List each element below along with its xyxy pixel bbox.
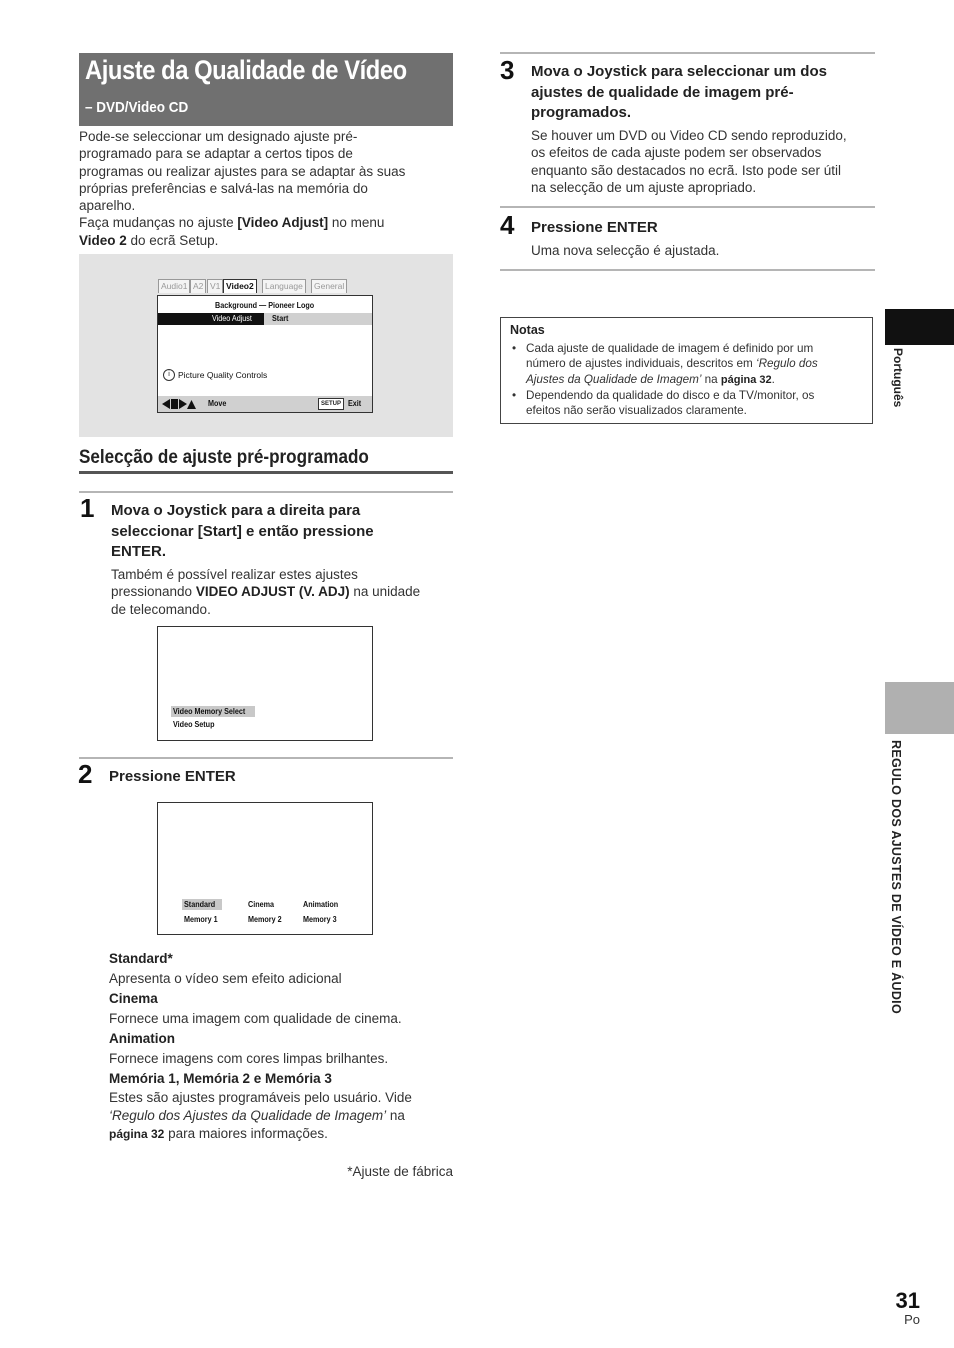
tab-audio1: Audio1	[158, 279, 190, 293]
step-number: 4	[500, 210, 515, 240]
language-tab-marker	[885, 309, 954, 345]
step1-body: Também é possível realizar estes ajustes pressionando VIDEO ADJUST (V. ADJ) na unidade de telecomando.	[111, 567, 421, 617]
step1-heading: Mova o Joystick para a direita para seleccionar [Start] e então pressione ENTER.	[111, 502, 374, 560]
preset-memory-3: Memory 3	[303, 915, 337, 924]
step2-heading: Pressione ENTER	[109, 768, 236, 785]
step-number: 1	[80, 493, 95, 523]
divider	[79, 491, 453, 493]
video-menu-screen	[157, 626, 373, 741]
notes-box	[500, 317, 873, 424]
term-standard: Standard*	[109, 951, 173, 966]
sidebar-language-label: Português	[891, 348, 905, 408]
divider	[500, 206, 875, 208]
tab-v1: V1	[207, 279, 223, 293]
intro-line: programas ou realizar ajustes para se adaptar às suas	[79, 163, 406, 179]
intro-line: Faça mudanças no ajuste [Video Adjust] no menu	[79, 215, 385, 231]
page-title: Ajuste da Qualidade de Vídeo	[85, 55, 407, 85]
intro-line: Video 2 do ecrã Setup.	[79, 232, 219, 248]
setup-screen-figure	[79, 254, 453, 437]
page-title-banner	[79, 53, 453, 126]
info-text: Picture Quality Controls	[178, 370, 268, 380]
intro-line: aparelho.	[79, 198, 136, 214]
preset-definitions	[109, 949, 459, 1143]
language-code: Po	[904, 1312, 920, 1327]
setup-tabs	[158, 279, 374, 295]
desc-animation: Fornece imagens com cores limpas brilhantes.	[109, 1051, 389, 1066]
divider	[500, 52, 875, 54]
menu-item-video-setup: Video Setup	[173, 720, 215, 729]
footer-exit-label: Exit	[348, 399, 362, 408]
chapter-tab-marker	[885, 682, 954, 734]
footer-move-label: Move	[208, 399, 227, 408]
desc-memory: Estes são ajustes programáveis pelo usuário. Vide ‘Regulo dos Ajustes da Qualidade de Imagem’ na página 32 para maiores informações.	[109, 1090, 412, 1141]
term-animation: Animation	[109, 1031, 175, 1046]
footnote: *Ajuste de fábrica	[347, 1164, 453, 1179]
tab-a2: A2	[190, 279, 206, 293]
tab-general: General	[311, 279, 347, 293]
sidebar-chapter-label: REGULO DOS AJUSTES DE VÍDEO E ÁUDIO	[889, 740, 903, 1014]
desc-standard: Apresenta o vídeo sem efeito adicional	[109, 971, 342, 986]
note-item: • Cada ajuste de qualidade de imagem é definido por um número de ajustes individuais, descritos em ‘Regulo dos Ajustes da Qualidade de Imagem’ na página 32.	[512, 342, 818, 386]
page-number: 31	[895, 1288, 920, 1313]
setup-key-icon: SETUP	[318, 398, 344, 410]
divider	[79, 757, 453, 759]
preset-cinema: Cinema	[248, 900, 275, 909]
preset-memory-2: Memory 2	[248, 915, 282, 924]
step3-heading: Mova o Joystick para seleccionar um dos ajustes de qualidade de imagem pré- programados.	[531, 63, 827, 121]
setup-row-video-adjust	[158, 313, 372, 325]
joystick-arrows-icon	[162, 399, 196, 409]
preset-memory-1: Memory 1	[184, 915, 218, 924]
setup-row-value: Start	[272, 314, 289, 323]
note-item: • Dependendo da qualidade do disco e da TV/monitor, os efeitos não serão visualizados claramente.	[512, 388, 815, 418]
term-memory: Memória 1, Memória 2 e Memória 3	[109, 1071, 332, 1086]
tab-language: Language	[262, 279, 306, 293]
notes-title: Notas	[510, 323, 545, 337]
page-subtitle: – DVD/Video CD	[85, 99, 189, 116]
setup-screen	[157, 295, 373, 413]
intro-line: Pode-se seleccionar um designado ajuste pré-	[79, 129, 358, 144]
menu-item-video-memory-select: Video Memory Select	[173, 707, 246, 716]
step3-body: Se houver um DVD ou Video CD sendo reproduzido, os efeitos de cada ajuste podem ser observados enquanto são destacados no ecrã. Isto pode ser útil na selecção de um ajuste apropriado.	[531, 128, 847, 195]
intro-paragraph	[79, 128, 459, 249]
preset-standard: Standard	[184, 900, 216, 909]
section-heading: Selecção de ajuste pré-programado	[79, 447, 369, 468]
info-icon: i	[163, 369, 175, 381]
step4-body: Uma nova selecção é ajustada.	[531, 243, 720, 258]
step4-heading: Pressione ENTER	[531, 219, 658, 236]
intro-line: próprias preferências e salvá-las na memória do	[79, 180, 368, 196]
step-number: 3	[500, 55, 515, 85]
preset-animation: Animation	[303, 900, 339, 909]
divider	[500, 269, 875, 271]
desc-cinema: Fornece uma imagem com qualidade de cinema.	[109, 1011, 402, 1026]
intro-line: programado para se adaptar a certos tipos de	[79, 146, 353, 162]
tab-video2: Video2	[223, 279, 257, 293]
preset-screen	[157, 802, 373, 935]
setup-row-label: Video Adjust	[212, 314, 252, 323]
step-number: 2	[78, 759, 93, 789]
setup-row-background: Background — Pioneer Logo	[215, 301, 315, 310]
notes-list	[510, 341, 865, 418]
setup-footer	[158, 396, 372, 412]
section-underline	[79, 471, 453, 474]
term-cinema: Cinema	[109, 991, 158, 1006]
